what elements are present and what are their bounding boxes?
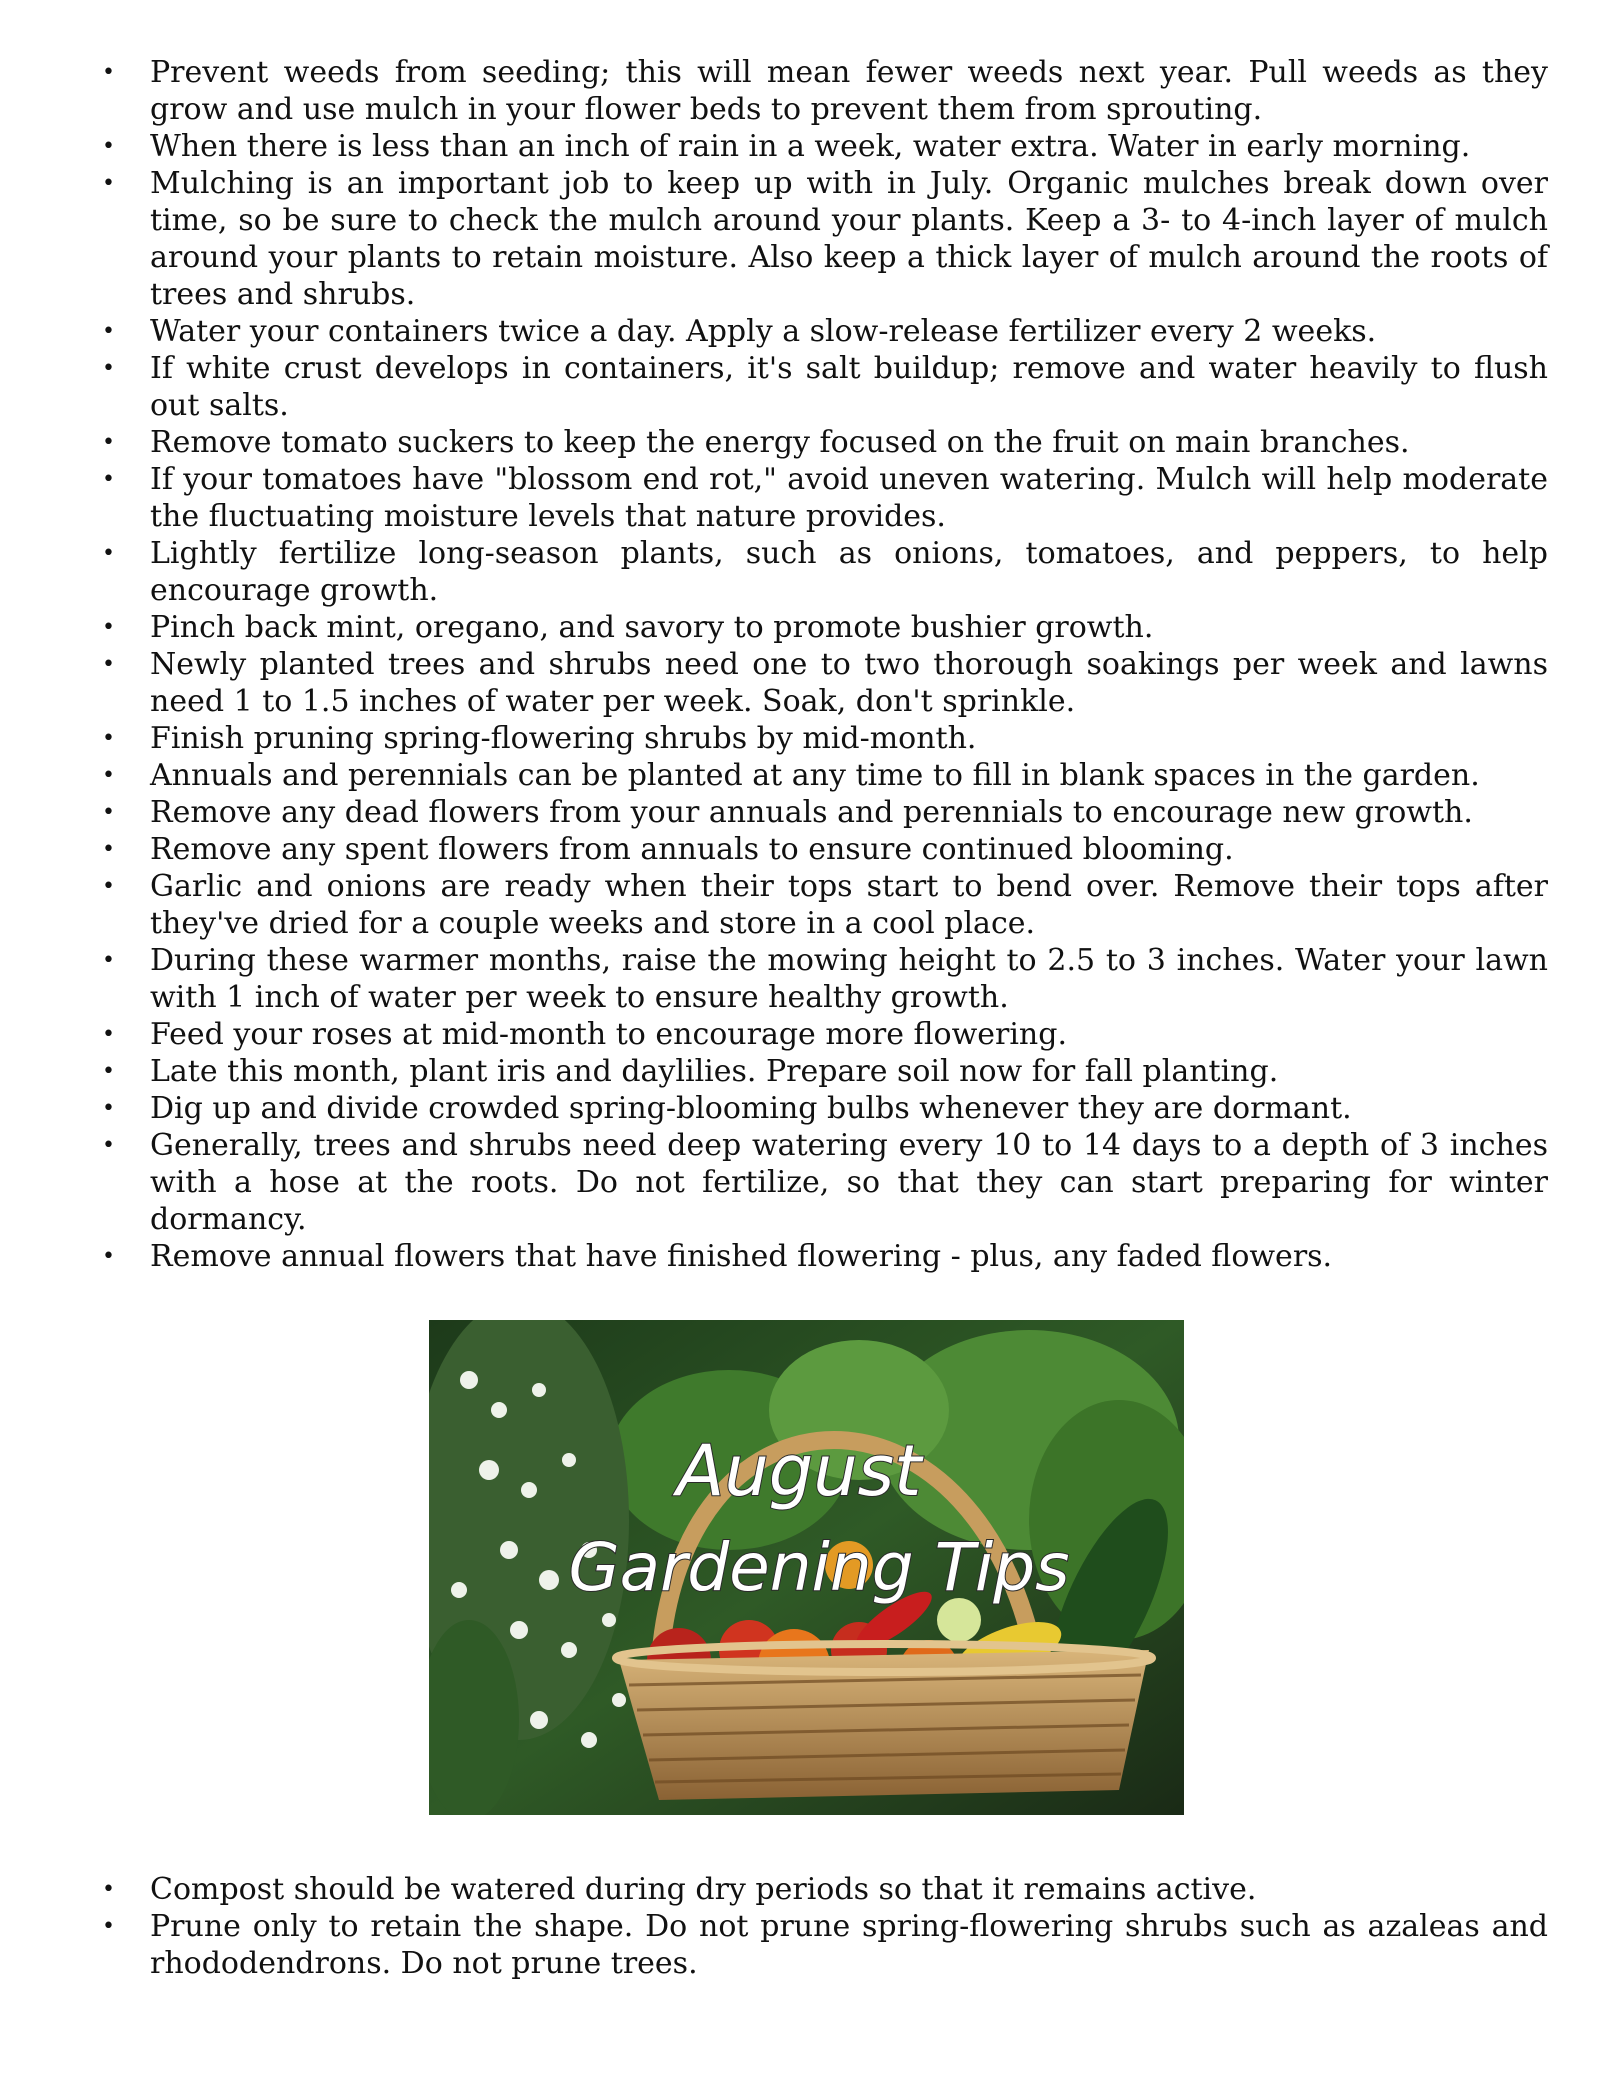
tip-text: Water your containers twice a day. Apply a slow-release fertilizer every 2 weeks. xyxy=(150,314,1377,349)
tip-text: Late this month, plant iris and daylilies. Prepare soil now for fall planting. xyxy=(150,1054,1279,1089)
bullet-icon: • xyxy=(102,1096,115,1121)
bullet-icon: • xyxy=(102,763,115,788)
bullet-icon: • xyxy=(102,1877,115,1902)
tip-text: During these warmer months, raise the mowing height to 2.5 to 3 inches. Water your lawn with 1 inch of water per week to ensure healthy growth. xyxy=(150,943,1548,1015)
gardening-tips-list-continued xyxy=(100,1871,1548,1982)
tip-text: Remove annual flowers that have finished flowering - plus, any faded flowers. xyxy=(150,1239,1333,1274)
tip-text: Remove tomato suckers to keep the energy focused on the fruit on main branches. xyxy=(150,425,1410,460)
bullet-icon: • xyxy=(102,60,115,85)
tip-text: When there is less than an inch of rain in a week, water extra. Water in early morning. xyxy=(150,129,1471,164)
tip-item xyxy=(100,868,1548,942)
bullet-icon: • xyxy=(102,652,115,677)
tip-item xyxy=(100,1053,1548,1090)
tip-text: Pinch back mint, oregano, and savory to promote bushier growth. xyxy=(150,610,1154,645)
tip-item xyxy=(100,831,1548,868)
tip-item xyxy=(100,313,1548,350)
tip-text: Lightly fertilize long-season plants, such as onions, tomatoes, and peppers, to help encourage growth. xyxy=(150,536,1548,608)
tip-item xyxy=(100,720,1548,757)
tip-item xyxy=(100,1908,1548,1982)
tip-text: Remove any spent flowers from annuals to ensure continued blooming. xyxy=(150,832,1234,867)
bullet-icon: • xyxy=(102,615,115,640)
tip-item xyxy=(100,350,1548,424)
bullet-icon: • xyxy=(102,1022,115,1047)
tip-item xyxy=(100,1127,1548,1238)
tip-text: Newly planted trees and shrubs need one to two thorough soakings per week and lawns need 1 to 1.5 inches of water per week. Soak, don't sprinkle. xyxy=(150,647,1548,719)
tip-text: Generally, trees and shrubs need deep watering every 10 to 14 days to a depth of 3 inches with a hose at the roots. Do not fertilize, so that they can start preparing for winter dormancy. xyxy=(150,1128,1548,1237)
tip-item xyxy=(100,424,1548,461)
bullet-icon: • xyxy=(102,134,115,159)
tip-item xyxy=(100,609,1548,646)
bullet-icon: • xyxy=(102,837,115,862)
gardening-basket-image xyxy=(429,1320,1184,1815)
tip-text: Dig up and divide crowded spring-blooming bulbs whenever they are dormant. xyxy=(150,1091,1352,1126)
tip-item xyxy=(100,942,1548,1016)
bullet-icon: • xyxy=(102,726,115,751)
bullet-icon: • xyxy=(102,430,115,455)
bullet-icon: • xyxy=(102,1914,115,1939)
gardening-tips-list xyxy=(100,54,1548,1275)
tip-item xyxy=(100,165,1548,313)
tip-item xyxy=(100,1090,1548,1127)
tip-item xyxy=(100,646,1548,720)
tip-text: Mulching is an important job to keep up with in July. Organic mulches break down over time, so be sure to check the mulch around your plants. Keep a 3- to 4-inch layer of mulch around your plants to retain moisture. Also keep a thick layer of mulch around the roots of trees and shrubs. xyxy=(150,166,1548,312)
bullet-icon: • xyxy=(102,948,115,973)
tip-item xyxy=(100,1871,1548,1908)
bullet-icon: • xyxy=(102,800,115,825)
image-title-line1: August xyxy=(676,1430,922,1512)
tip-item xyxy=(100,54,1548,128)
tip-text: Annuals and perennials can be planted at any time to fill in blank spaces in the garden. xyxy=(150,758,1480,793)
tip-text: If white crust develops in containers, it's salt buildup; remove and water heavily to flush out salts. xyxy=(150,351,1548,423)
image-title-line2: Gardening Tips xyxy=(568,1529,1070,1606)
tip-item xyxy=(100,535,1548,609)
bullet-icon: • xyxy=(102,1059,115,1084)
bullet-icon: • xyxy=(102,1244,115,1269)
tip-text: Prevent weeds from seeding; this will mean fewer weeds next year. Pull weeds as they grow and use mulch in your flower beds to prevent them from sprouting. xyxy=(150,55,1548,127)
bullet-icon: • xyxy=(102,356,115,381)
tip-item xyxy=(100,1238,1548,1275)
bullet-icon: • xyxy=(102,319,115,344)
tip-item xyxy=(100,461,1548,535)
tip-item xyxy=(100,757,1548,794)
tip-item xyxy=(100,128,1548,165)
bullet-icon: • xyxy=(102,467,115,492)
tip-text: Remove any dead flowers from your annuals and perennials to encourage new growth. xyxy=(150,795,1473,830)
basket-illustration xyxy=(429,1320,1184,1815)
tip-text: Finish pruning spring-flowering shrubs by mid-month. xyxy=(150,721,977,756)
bullet-icon: • xyxy=(102,1133,115,1158)
bullet-icon: • xyxy=(102,541,115,566)
bullet-icon: • xyxy=(102,171,115,196)
tip-text: Compost should be watered during dry periods so that it remains active. xyxy=(150,1872,1257,1907)
tip-text: Prune only to retain the shape. Do not prune spring-flowering shrubs such as azaleas and rhododendrons. Do not prune trees. xyxy=(150,1909,1548,1981)
bullet-icon: • xyxy=(102,874,115,899)
tip-text: Garlic and onions are ready when their tops start to bend over. Remove their tops after they've dried for a couple weeks and store in a cool place. xyxy=(150,869,1548,941)
tip-item xyxy=(100,1016,1548,1053)
tip-text: Feed your roses at mid-month to encourage more flowering. xyxy=(150,1017,1067,1052)
tip-item xyxy=(100,794,1548,831)
tip-text: If your tomatoes have "blossom end rot," avoid uneven watering. Mulch will help moderate the fluctuating moisture levels that nature provides. xyxy=(150,462,1548,534)
